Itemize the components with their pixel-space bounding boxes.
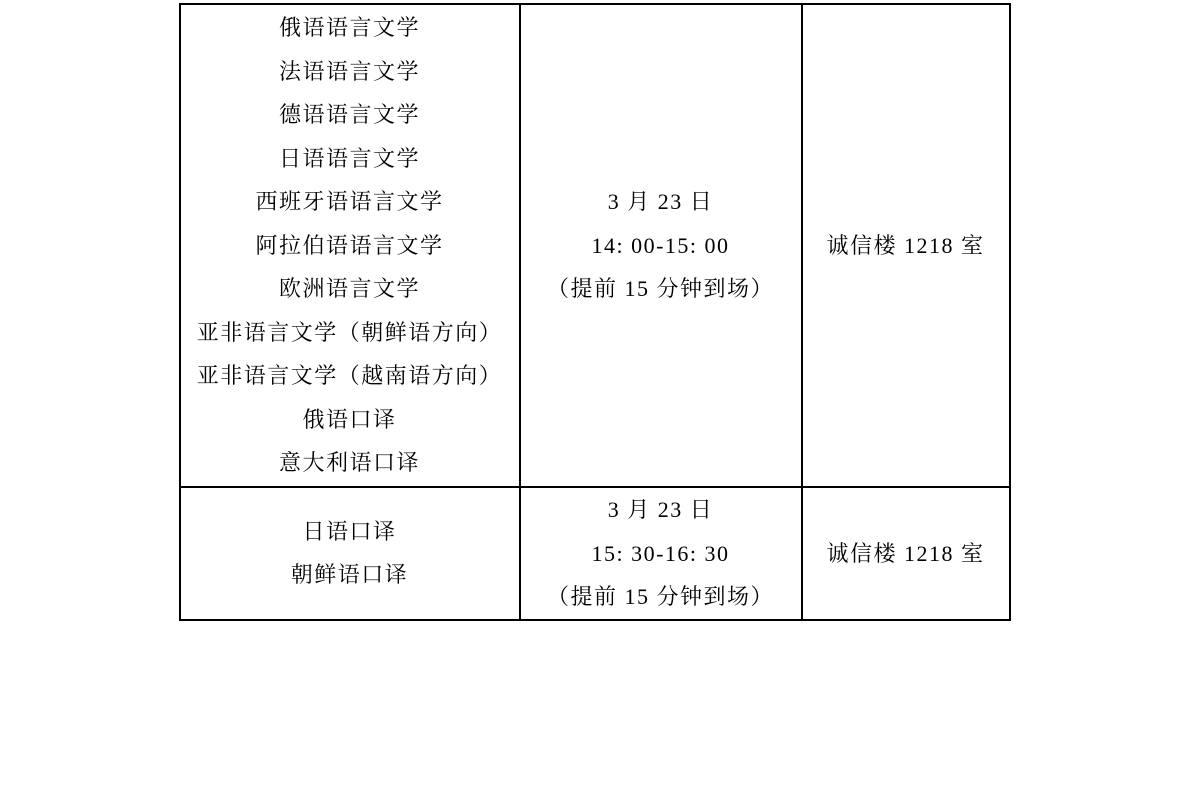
text-line: 15: 30-16: 30	[591, 540, 730, 566]
text-line: 日语语言文学	[278, 145, 420, 171]
text-line: 意大利语口译	[278, 450, 420, 476]
programs-cell-session-1	[180, 4, 520, 487]
text-line: 3 月 23 日	[607, 189, 714, 215]
text-line: 日语口译	[302, 518, 397, 544]
text-line: 西班牙语语言文学	[255, 189, 444, 215]
text-line: 朝鲜语口译	[290, 562, 409, 588]
text-line: 欧洲语言文学	[278, 276, 420, 302]
document-page	[0, 3, 1189, 794]
programs-cell-session-2	[180, 487, 520, 620]
schedule-cell-session-1	[520, 4, 802, 487]
text-line: 3 月 23 日	[607, 497, 714, 522]
table-row-session-2	[180, 487, 1010, 620]
text-line: 亚非语言文学（越南语方向）	[196, 363, 503, 389]
text-line: 14: 00-15: 00	[591, 232, 730, 258]
text-line: 俄语口译	[302, 406, 397, 432]
text-line: 亚非语言文学（朝鲜语方向）	[196, 319, 503, 345]
text-line: 法语语言文学	[278, 58, 420, 84]
location-cell-session-2: 诚信楼 1218 室	[802, 487, 1010, 620]
text-line: （提前 15 分钟到场）	[546, 276, 774, 302]
exam-schedule-table	[179, 3, 1011, 621]
location-cell-session-1: 诚信楼 1218 室	[802, 4, 1010, 487]
text-line: （提前 15 分钟到场）	[546, 584, 774, 609]
text-line: 阿拉伯语语言文学	[255, 232, 444, 258]
table-row-session-1	[180, 4, 1010, 487]
text-line: 德语语言文学	[278, 102, 420, 128]
schedule-cell-session-2	[520, 487, 802, 620]
text-line: 俄语语言文学	[278, 15, 420, 41]
